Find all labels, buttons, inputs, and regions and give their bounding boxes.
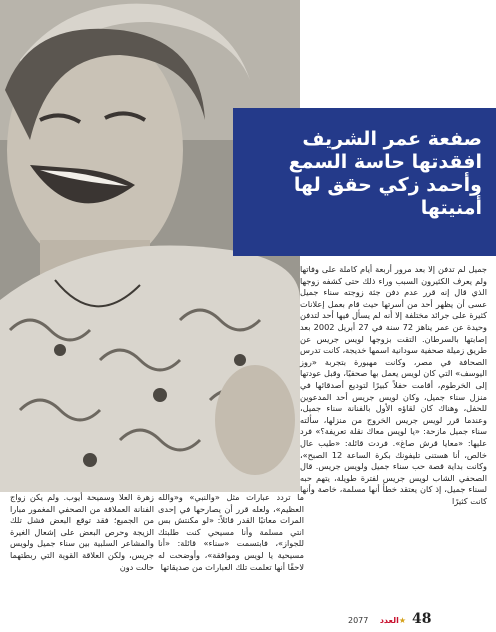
- headline-line-1: صفعة عمر الشريف: [302, 128, 482, 150]
- magazine-logo: [376, 615, 406, 626]
- article-text-middle: ما تردد عبارات مثل «والنبي» و«والله العظيم»، ولعله قرر أن يصارحها في إحدى المرات معاتبًا القدر قائلاً: «لو مكنتش بس انتي مسلمة وأنا مسيحي كنت طلبتك للجواز»، فابتسمت «سناء» قائلة: «أنا مسيحية يا لويس وموافقة»، وأوضحت له لاحقًا أنها تعلمت تلك العبارات من صديقاتها: [158, 492, 304, 572]
- issue-year: 2077: [348, 616, 369, 625]
- article-column-right: [300, 264, 487, 507]
- page-number: 48: [412, 611, 432, 627]
- headline-line-3: وأحمد زكي حقق لها: [293, 174, 482, 196]
- article-column-left: [10, 492, 154, 573]
- magazine-name: العدد: [379, 616, 399, 625]
- star-icon: ★: [398, 616, 406, 625]
- headline-line-2: افقدتها حاسة السمع: [288, 151, 482, 173]
- article-column-middle: [158, 492, 304, 573]
- headline-box: [233, 108, 496, 256]
- headline: [243, 128, 482, 220]
- headline-line-4: أمنيتها: [420, 197, 482, 219]
- article-text-right: جميل لم تدفن إلا بعد مرور أربعة أيام كاملة على وفاتها ولم يعرف الكثيرون السبب وراء ذلك حتى كشفه زوجها الذي قال إنه قرر عدم دفن جثة زوجته سناء جميل عسى أن يظهر أحد من أسرتها حيث قام بعمل إعلانات كثيرة على جرائد مختلفة إلا أنه لم يسأل فيها أحد لتدفن وحيدة عن عمر يناهز 72 سنة في 27 أبريل 2002 بعد إصابتها بالسرطان. التقت بزوجها لويس جريس عن طريق زميلة صحفية سودانية اسمها خديجة، كانت تدرس الصحافة في مصر، وكانت مهبورة بتجربة «روز اليوسف» التي كان لويس يعمل بها صحفيًا، وقبل عودتها إلى الخرطوم، أقامت حفلاً كبيرًا لتوديع أصدقائها في منزل سناء جميل، وكان لويس جريس أحد المدعوين للحفل، وهناك كان لقاؤه الأول بالفنانة سناء جميل، وعندما قرر لويس جريس الخروج من منزلها، سألته سناء جميل مازحة: «يا لويس معاك نقلة تعريفة؟» فرد عليها: «معايا قرش صاغ». فردت قائلة: «طيب عال خالص، أنا هستنى تليفونك بكرة الساعة 12 الصبح»، وكانت بداية قصة حب سناء جميل ولويس جريس. قال الصحفي الشاب لويس جريس لفترة طويلة، يتهم حبه لسناء جميل، إذ كان يعتقد خطأ أنها مسلمة، خاصة وأنها كانت كثيرًا: [300, 264, 487, 506]
- article-text-left: زهرة العلا وسميحة أيوب. ولم يكن زواج الفنانة العملاقة من الصحفي المغمور مبارا من الجميع؛ فقد توقع البعض فشل تلك الزيجة وحرص البعض على إشعال الغيرة والمشاعر السلبية بين سناء جميل ولويس جريس، ولكن العلاقة القوية التي ربطتهما حالت دون: [10, 492, 154, 572]
